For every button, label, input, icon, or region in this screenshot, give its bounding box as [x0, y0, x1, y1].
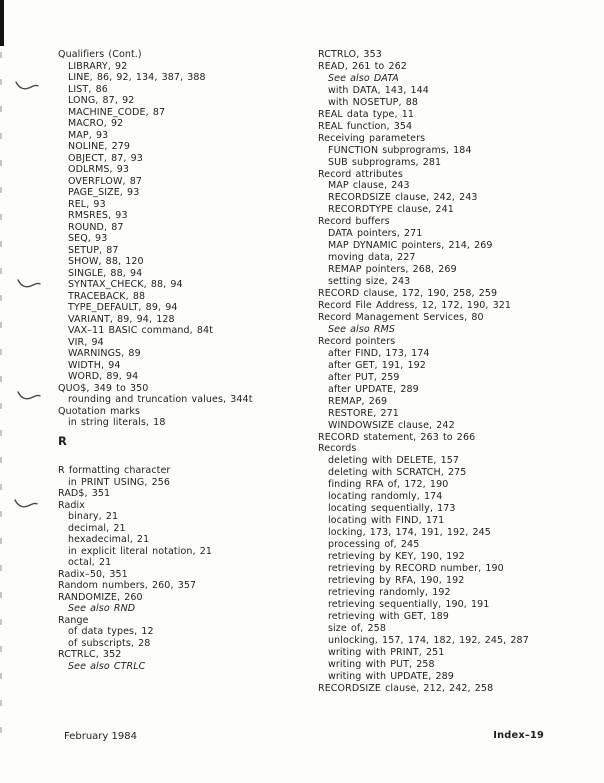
- index-entry: RECORDSIZE clause, 242, 243: [328, 192, 478, 204]
- index-entry: SEQ, 93: [68, 233, 108, 244]
- index-entry: MACRO, 92: [68, 118, 124, 129]
- index-entry: Record Management Services, 80: [318, 311, 484, 323]
- index-entry: OVERFLOW, 87: [68, 175, 143, 187]
- index-entry: REAL function, 354: [318, 120, 413, 132]
- index-entry: locating with FIND, 171: [328, 515, 445, 527]
- index-entry: Radix: [58, 499, 86, 511]
- index-entry: writing with PRINT, 251: [328, 646, 445, 658]
- index-entry: hexadecimal, 21: [68, 534, 150, 545]
- index-entry: of subscripts, 28: [68, 637, 151, 649]
- index-entry: LIST, 86: [68, 83, 108, 95]
- index-entry: SYNTAX_CHECK, 88, 94: [68, 279, 183, 290]
- index-entry: PAGE_SIZE, 93: [68, 187, 140, 198]
- index-entry: See also RND: [68, 603, 136, 614]
- index-entry: RECORDTYPE clause, 241: [328, 204, 454, 216]
- index-entry: ODLRMS, 93: [68, 164, 130, 175]
- index-entry: Random numbers, 260, 357: [58, 580, 197, 591]
- index-entry: retrieving randomly, 192: [328, 586, 451, 598]
- index-entry: retrieving sequentially, 190, 191: [328, 598, 490, 610]
- index-entry: Record pointers: [318, 335, 396, 347]
- index-entry: LINE, 86, 92, 134, 387, 388: [68, 72, 206, 83]
- index-entry: WIDTH, 94: [68, 359, 121, 371]
- scan-edge-bar-artifact: [0, 0, 4, 46]
- index-entry: Qualifiers (Cont.): [58, 49, 142, 60]
- index-entry: WINDOWSIZE clause, 242: [328, 419, 455, 431]
- index-entry: See also CTRLC: [68, 660, 146, 672]
- index-entry: locating sequentially, 173: [328, 503, 456, 515]
- index-entry: REMAP pointers, 268, 269: [328, 264, 457, 276]
- index-entry: VARIANT, 89, 94, 128: [68, 313, 175, 325]
- index-entry: after PUT, 259: [328, 371, 400, 383]
- index-entry: RECORDSIZE clause, 212, 242, 258: [318, 682, 494, 694]
- index-entry: ROUND, 87: [68, 221, 124, 233]
- index-entry: in explicit literal notation, 21: [68, 545, 213, 557]
- index-entry: READ, 261 to 262: [318, 60, 407, 72]
- index-entry: DATA pointers, 271: [328, 228, 423, 240]
- index-entry: RCTRLO, 353: [318, 49, 382, 60]
- index-entry: Record attributes: [318, 168, 403, 180]
- index-entry: processing of, 245: [328, 539, 420, 551]
- index-entry: MAP clause, 243: [328, 180, 410, 192]
- index-entry: RECORD statement, 263 to 266: [318, 431, 476, 443]
- index-entry: retrieving by KEY, 190, 192: [328, 551, 465, 563]
- index-entry: rounding and truncation values, 344t: [68, 394, 253, 405]
- footer-date: February 1984: [64, 731, 137, 742]
- footer-page-number: Index–19: [493, 730, 544, 741]
- index-entry: REAL data type, 11: [318, 108, 414, 120]
- index-entry: after UPDATE, 289: [328, 383, 419, 395]
- index-column-left: [58, 49, 310, 672]
- index-entry: LIBRARY, 92: [68, 60, 128, 72]
- index-entry: SHOW, 88, 120: [68, 256, 144, 267]
- scan-edge-perforation-artifact: [0, 52, 2, 742]
- index-entry: moving data, 227: [328, 252, 416, 264]
- index-entry: retrieving by RFA, 190, 192: [328, 574, 465, 586]
- index-entry: locating randomly, 174: [328, 491, 443, 503]
- index-entry: of data types, 12: [68, 626, 154, 637]
- index-entry: QUO$, 349 to 350: [58, 382, 149, 394]
- index-entry: octal, 21: [68, 557, 112, 568]
- index-entry: Record buffers: [318, 216, 390, 228]
- index-entry: VIR, 94: [68, 336, 104, 348]
- index-entry: LONG, 87, 92: [68, 95, 135, 106]
- index-entry: Radix–50, 351: [58, 568, 128, 580]
- index-entry: Records: [318, 443, 357, 455]
- index-entry: REL, 93: [68, 198, 106, 210]
- index-entry: RAD$, 351: [58, 488, 111, 499]
- index-entry: retrieving with GET, 189: [328, 610, 449, 622]
- index-entry: decimal, 21: [68, 522, 126, 534]
- index-entry: with DATA, 143, 144: [328, 84, 429, 96]
- index-entry: TYPE_DEFAULT, 89, 94: [68, 302, 178, 313]
- index-entry: REMAP, 269: [328, 395, 388, 407]
- handwritten-tick-mark: [17, 389, 41, 403]
- index-entry: OBJECT, 87, 93: [68, 152, 143, 164]
- index-entry: R formatting character: [58, 465, 171, 476]
- index-entry: retrieving by RECORD number, 190: [328, 562, 504, 574]
- index-entry: SUB subprograms, 281: [328, 156, 442, 168]
- index-entry: See also RMS: [328, 323, 396, 335]
- index-entry: Receiving parameters: [318, 132, 426, 144]
- index-entry: deleting with DELETE, 157: [328, 455, 460, 467]
- index-entry: TRACEBACK, 88: [68, 290, 146, 302]
- index-entry: RECORD clause, 172, 190, 258, 259: [318, 288, 498, 300]
- index-entry: VAX–11 BASIC command, 84t: [68, 325, 214, 336]
- index-entry: WARNINGS, 89: [68, 348, 141, 359]
- index-entry: locking, 173, 174, 191, 192, 245: [328, 527, 491, 539]
- index-entry: RCTRLC, 352: [58, 649, 122, 660]
- index-entry: RESTORE, 271: [328, 407, 399, 419]
- index-entry: finding RFA of, 172, 190: [328, 479, 449, 491]
- index-entry: RANDOMIZE, 260: [58, 591, 143, 603]
- index-entry: deleting with SCRATCH, 275: [328, 467, 467, 479]
- index-entry: Quotation marks: [58, 405, 141, 417]
- index-entry: MAP, 93: [68, 129, 109, 141]
- handwritten-tick-mark: [17, 277, 41, 291]
- index-entry: Range: [58, 614, 89, 626]
- index-entry: See also DATA: [328, 72, 399, 84]
- index-entry: MACHINE_CODE, 87: [68, 106, 166, 118]
- index-entry: after FIND, 173, 174: [328, 347, 430, 359]
- index-entry: unlocking, 157, 174, 182, 192, 245, 287: [328, 634, 529, 646]
- index-entry: FUNCTION subprograms, 184: [328, 144, 472, 156]
- index-entry: after GET, 191, 192: [328, 359, 426, 371]
- index-entry: Record File Address, 12, 172, 190, 321: [318, 300, 512, 312]
- index-entry: WORD, 89, 94: [68, 371, 139, 382]
- index-entry: MAP DYNAMIC pointers, 214, 269: [328, 240, 493, 252]
- section-header: R: [58, 433, 67, 448]
- index-entry: writing with UPDATE, 289: [328, 670, 454, 682]
- index-entry: binary, 21: [68, 511, 119, 522]
- index-entry: setting size, 243: [328, 276, 411, 288]
- index-entry: NOLINE, 279: [68, 141, 131, 152]
- index-entry: SETUP, 87: [68, 244, 119, 256]
- handwritten-tick-mark: [14, 497, 38, 511]
- index-entry: size of, 258: [328, 622, 386, 634]
- handwritten-tick-mark: [15, 79, 39, 93]
- index-entry: RMSRES, 93: [68, 210, 128, 221]
- index-entry: writing with PUT, 258: [328, 658, 435, 670]
- index-entry: SINGLE, 88, 94: [68, 267, 143, 279]
- index-column-right: [318, 49, 558, 694]
- index-entry: with NOSETUP, 88: [328, 96, 419, 108]
- index-entry: in string literals, 18: [68, 417, 166, 428]
- index-entry: in PRINT USING, 256: [68, 476, 171, 488]
